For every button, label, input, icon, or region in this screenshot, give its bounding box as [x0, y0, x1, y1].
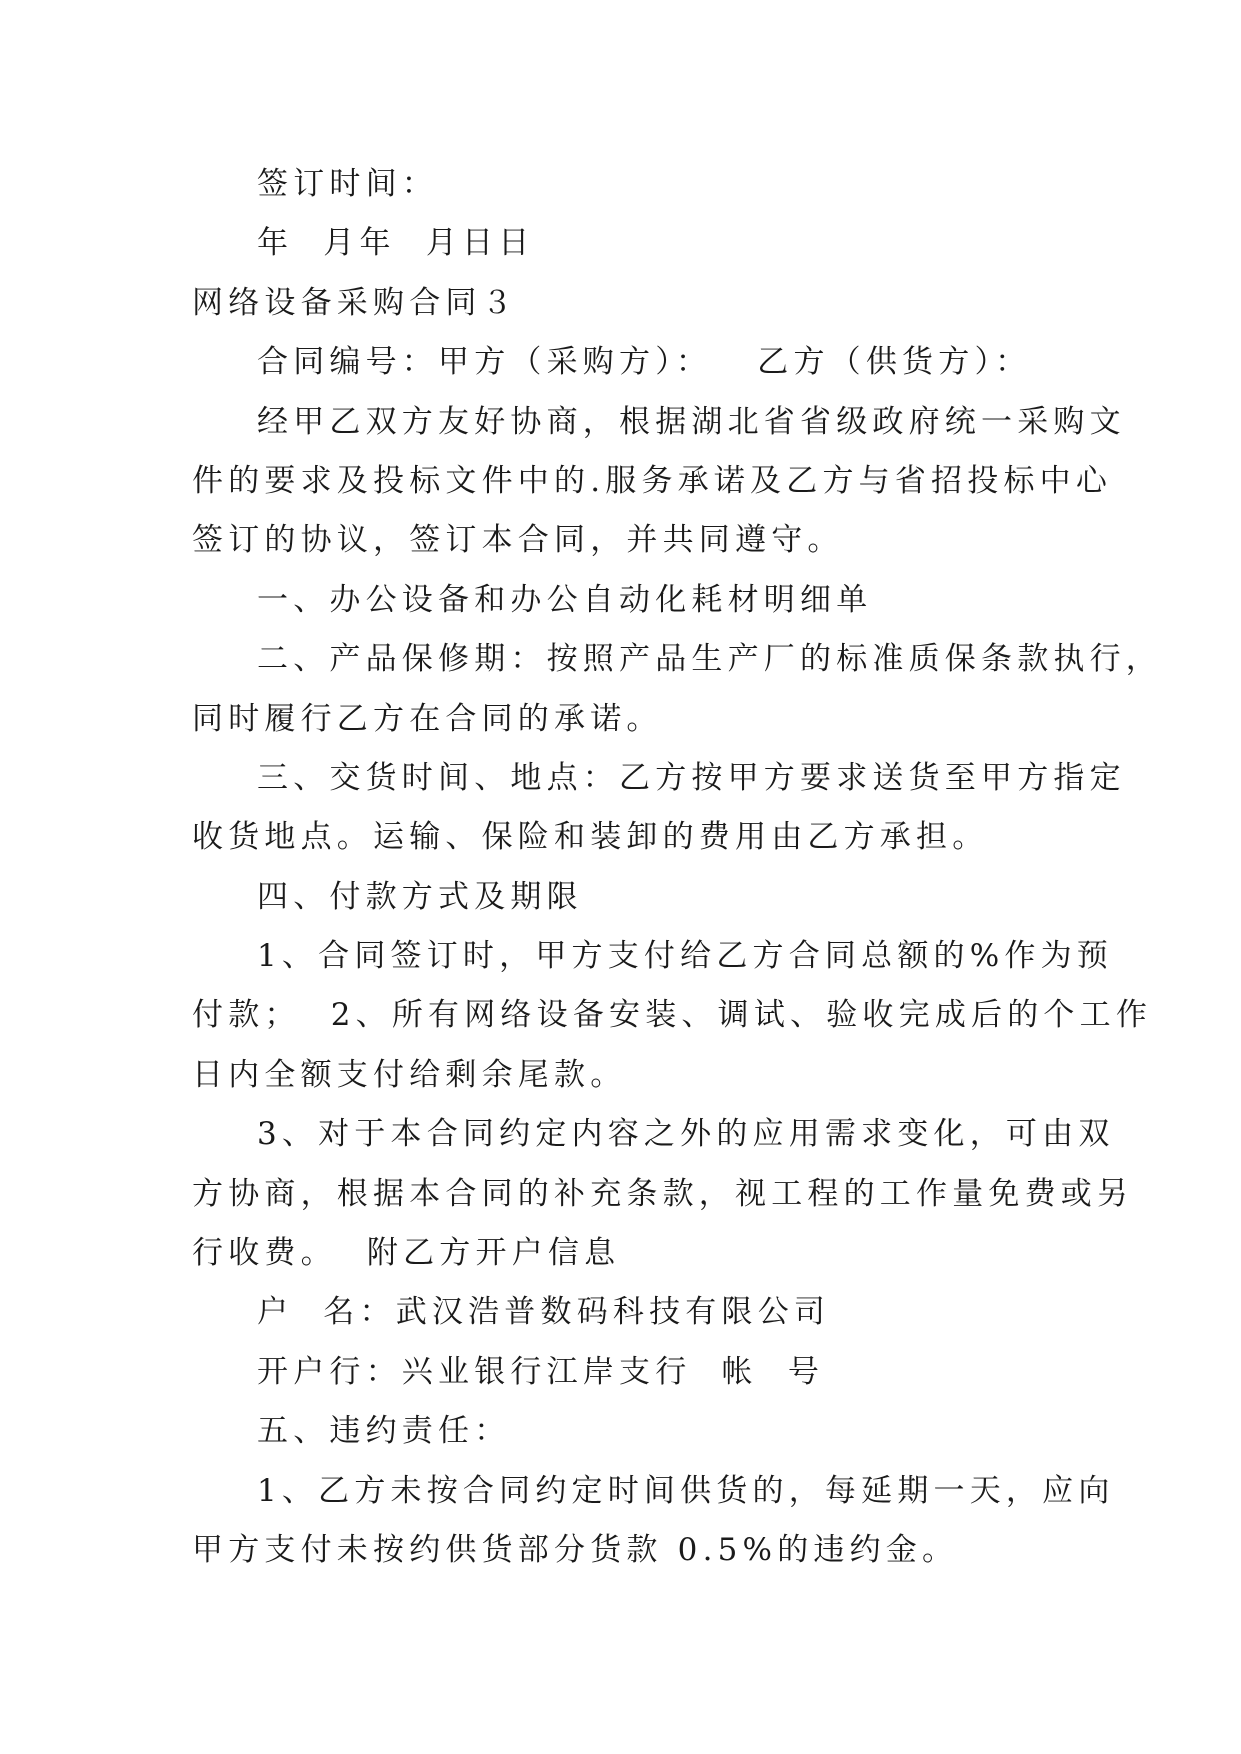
preamble-line-2: 件的要求及投标文件中的.服务承诺及乙方与省招投标中心 — [192, 462, 1113, 499]
clause-5-heading: 五、违约责任： — [257, 1413, 511, 1450]
date-line: 年 月年 月日日 — [257, 225, 535, 262]
clause-4-heading: 四、付款方式及期限 — [257, 878, 583, 915]
clause-1-heading: 一、办公设备和办公自动化耗材明细单 — [257, 581, 873, 618]
contract-parties-line: 合同编号：甲方（采购方）： 乙方（供货方）： — [257, 344, 1032, 381]
preamble-line-1: 经甲乙双方友好协商，根据湖北省省级政府统一采购文 — [257, 403, 1126, 440]
payment-item-1-line-1: 1、合同签订时，甲方支付给乙方合同总额的%作为预 — [257, 938, 1113, 975]
payment-item-3-line-2: 方协商，根据本合同的补充条款，视工程的工作量免费或另 — [192, 1175, 1134, 1212]
account-name-line: 户 名：武汉浩普数码科技有限公司 — [257, 1294, 831, 1331]
breach-item-1-line-1: 1、乙方未按合同约定时间供货的，每延期一天，应向 — [257, 1472, 1115, 1509]
signing-time-label: 签订时间： — [257, 166, 438, 202]
payment-item-3-line-3: 行收费。 附乙方开户信息 — [192, 1235, 621, 1272]
payment-item-1-line-2: 付款； 2、所有网络设备安装、调试、验收完成后的个工作 — [192, 997, 1153, 1034]
payment-item-3-line-1: 3、对于本合同约定内容之外的应用需求变化，可由双 — [257, 1116, 1115, 1153]
clause-2-line-1: 二、产品保修期：按照产品生产厂的标准质保条款执行， — [257, 641, 1162, 678]
clause-3-line-2: 收货地点。运输、保险和装卸的费用由乙方承担。 — [192, 819, 989, 856]
payment-item-2-line-2: 日内全额支付给剩余尾款。 — [192, 1056, 627, 1093]
contract-title: 网络设备采购合同３ — [192, 284, 518, 321]
document-body — [192, 155, 1162, 1580]
clause-2-line-2: 同时履行乙方在合同的承诺。 — [192, 700, 663, 737]
bank-line: 开户行：兴业银行江岸支行 帐 号 — [257, 1353, 825, 1390]
preamble-line-3: 签订的协议，签订本合同，并共同遵守。 — [192, 522, 844, 559]
breach-item-1-line-2: 甲方支付未按约供货部分货款 0.5%的违约金。 — [192, 1531, 959, 1568]
clause-3-line-1: 三、交货时间、地点：乙方按甲方要求送货至甲方指定 — [257, 759, 1126, 796]
